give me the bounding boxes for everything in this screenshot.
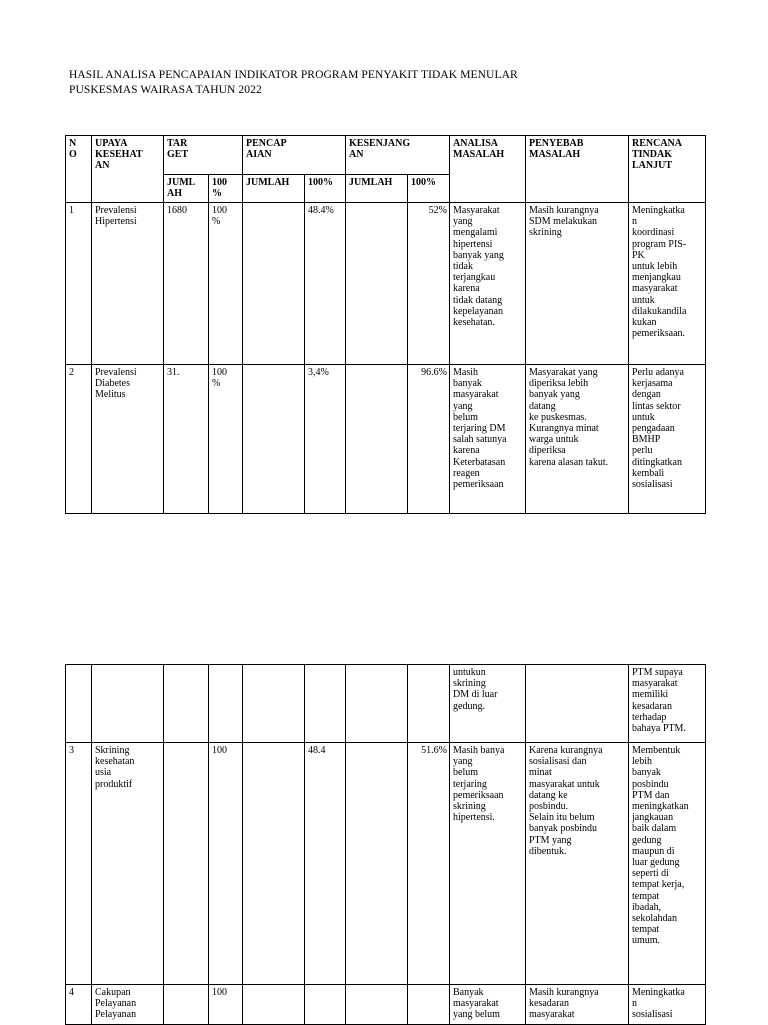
cell-upaya	[92, 665, 164, 743]
cell-target-persen	[209, 665, 243, 743]
cell-rencana: Membentuk lebih banyak posbindu PTM dan meningkatkan jangkauan baik dalam gedung maupun di luar gedung seperti di tempat kerja, tempat ibadah, sekolahdan tempat umum.	[629, 743, 706, 985]
header-rencana-tindak-lanjut: RENCANA TINDAK LANJUT	[629, 136, 706, 203]
subheader-target-jumlah: JUML AH	[164, 175, 209, 203]
header-row	[66, 136, 706, 175]
header-pencapaian: PENCAP AIAN	[243, 136, 346, 175]
cell-kesenjangan-jumlah	[346, 743, 408, 985]
cell-kesenjangan-jumlah	[346, 985, 408, 1025]
cell-pencapaian-persen: 48.4	[305, 743, 346, 985]
cell-upaya: Prevalensi Diabetes Melitus	[92, 365, 164, 514]
indicator-table-page-1	[65, 135, 706, 514]
cell-kesenjangan-persen	[408, 985, 450, 1025]
cell-rencana: Meningkatka n koordinasi program PIS- PK untuk lebih menjangkau masyarakat untuk dilakukandila kukan pemeriksaan.	[629, 203, 706, 365]
title-line-2: PUSKESMAS WAIRASA TAHUN 2022	[69, 84, 262, 96]
cell-target-persen: 100	[209, 743, 243, 985]
cell-penyebab: Masyarakat yang diperiksa lebih banyak yang datang ke puskesmas. Kurangnya minat warga untuk diperiksa karena alasan takut.	[526, 365, 629, 514]
table-row	[66, 743, 706, 985]
subheader-pencapaian-persen: 100%	[305, 175, 346, 203]
document-title	[69, 68, 518, 98]
cell-pencapaian-jumlah	[243, 665, 305, 743]
cell-pencapaian-persen: 48.4%	[305, 203, 346, 365]
subheader-target-persen: 100 %	[209, 175, 243, 203]
cell-pencapaian-persen	[305, 665, 346, 743]
cell-kesenjangan-persen: 51.6%	[408, 743, 450, 985]
cell-penyebab: Masih kurangnya kesadaran masyarakat	[526, 985, 629, 1025]
cell-pencapaian-persen: 3,4%	[305, 365, 346, 514]
header-upaya-kesehatan: UPAYA KESEHAT AN	[92, 136, 164, 203]
cell-pencapaian-jumlah	[243, 985, 305, 1025]
cell-kesenjangan-persen: 52%	[408, 203, 450, 365]
cell-no: 2	[66, 365, 92, 514]
cell-analisa: untukun skrining DM di luar gedung.	[450, 665, 526, 743]
cell-target-persen: 100 %	[209, 365, 243, 514]
cell-pencapaian-persen	[305, 985, 346, 1025]
header-kesenjangan: KESENJANG AN	[346, 136, 450, 175]
cell-upaya: Skrining kesehatan usia produktif	[92, 743, 164, 985]
table-row	[66, 365, 706, 514]
cell-no: 4	[66, 985, 92, 1025]
table-row	[66, 985, 706, 1025]
cell-rencana: PTM supaya masyarakat memiliki kesadaran terhadap bahaya PTM.	[629, 665, 706, 743]
cell-kesenjangan-jumlah	[346, 203, 408, 365]
cell-analisa: Banyak masyarakat yang belum	[450, 985, 526, 1025]
cell-pencapaian-jumlah	[243, 743, 305, 985]
cell-upaya: Prevalensi Hipertensi	[92, 203, 164, 365]
cell-kesenjangan-jumlah	[346, 665, 408, 743]
subheader-kesenjangan-persen: 100%	[408, 175, 450, 203]
cell-rencana: Meningkatka n sosialisasi	[629, 985, 706, 1025]
cell-target-jumlah	[164, 985, 209, 1025]
subheader-pencapaian-jumlah: JUMLAH	[243, 175, 305, 203]
cell-target-persen: 100 %	[209, 203, 243, 365]
header-analisa-masalah: ANALISA MASALAH	[450, 136, 526, 203]
cell-kesenjangan-jumlah	[346, 365, 408, 514]
cell-target-jumlah: 1680	[164, 203, 209, 365]
cell-analisa: Masih banya yang belum terjaring pemeriksaan skrining hipertensi.	[450, 743, 526, 985]
cell-upaya: Cakupan Pelayanan Pelayanan	[92, 985, 164, 1025]
cell-analisa: Masyarakat yang mengalami hipertensi banyak yang tidak terjangkau karena tidak datang kepelayanan kesehatan.	[450, 203, 526, 365]
cell-penyebab: Karena kurangnya sosialisasi dan minat masyarakat untuk datang ke posbindu. Selain itu belum banyak posbindu PTM yang dibentuk.	[526, 743, 629, 985]
table-row	[66, 203, 706, 365]
cell-target-jumlah	[164, 743, 209, 985]
cell-target-jumlah	[164, 665, 209, 743]
header-no: N O	[66, 136, 92, 203]
cell-pencapaian-jumlah	[243, 203, 305, 365]
indicator-table-page-2	[65, 664, 706, 1025]
cell-pencapaian-jumlah	[243, 365, 305, 514]
cell-target-jumlah: 31.	[164, 365, 209, 514]
subheader-kesenjangan-jumlah: JUMLAH	[346, 175, 408, 203]
title-line-1: HASIL ANALISA PENCAPAIAN INDIKATOR PROGRAM PENYAKIT TIDAK MENULAR	[69, 69, 518, 81]
cell-penyebab	[526, 665, 629, 743]
cell-rencana: Perlu adanya kerjasama dengan lintas sektor untuk pengadaan BMHP perlu ditingkatkan kembali sosialisasi	[629, 365, 706, 514]
cell-target-persen: 100	[209, 985, 243, 1025]
table-row	[66, 665, 706, 743]
cell-kesenjangan-persen: 96.6%	[408, 365, 450, 514]
header-target: TAR GET	[164, 136, 243, 175]
cell-no: 3	[66, 743, 92, 985]
cell-penyebab: Masih kurangnya SDM melakukan skrining	[526, 203, 629, 365]
cell-no: 1	[66, 203, 92, 365]
cell-kesenjangan-persen	[408, 665, 450, 743]
header-penyebab-masalah: PENYEBAB MASALAH	[526, 136, 629, 203]
cell-no	[66, 665, 92, 743]
cell-analisa: Masih banyak masyarakat yang belum terjaring DM salah satunya karena Keterbatasan reagen pemeriksaan	[450, 365, 526, 514]
